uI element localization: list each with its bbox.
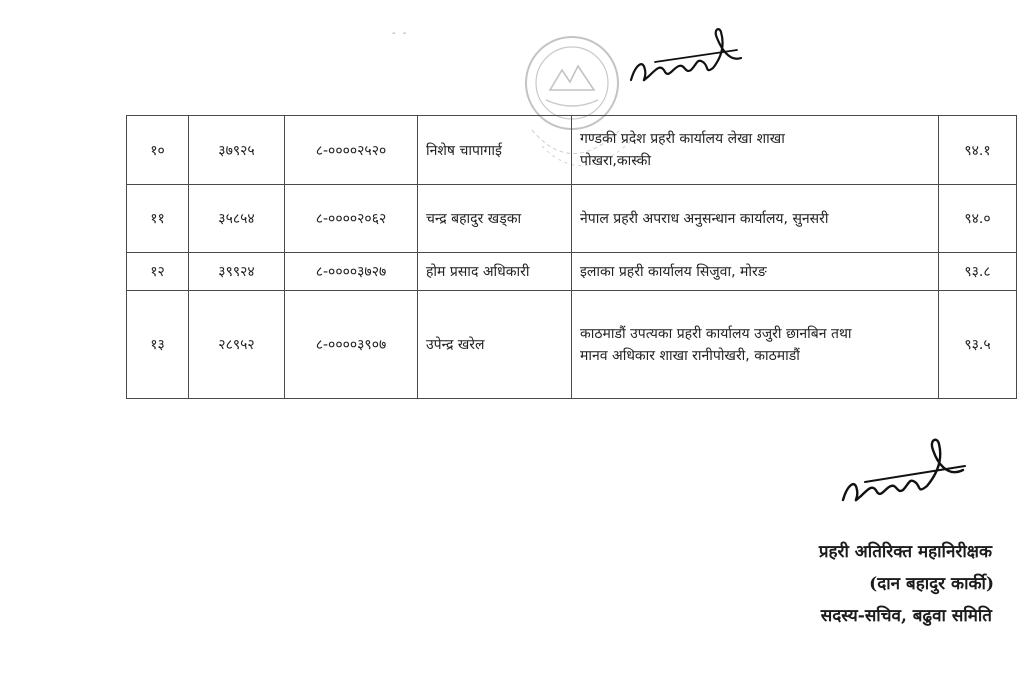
signatory-designation: प्रहरी अतिरिक्त महानिरीक्षक: [818, 542, 992, 562]
symbol-number-cell: २८९५२: [189, 291, 285, 399]
name-cell: निशेष चापागाई: [418, 116, 572, 185]
office-line-2: पोखरा,कास्की: [580, 153, 652, 169]
header-dots: - -: [392, 28, 409, 39]
office-line-1: नेपाल प्रहरी अपराध अनुसन्धान कार्यालय, सुनसरी: [580, 210, 829, 227]
serial-number-cell: १२: [127, 253, 189, 291]
office-cell: [572, 185, 939, 253]
serial-number-cell: १०: [127, 116, 189, 185]
name-cell: उपेन्द्र खरेल: [418, 291, 572, 399]
score-cell: ९३.५: [939, 291, 1017, 399]
score-cell: ९४.०: [939, 185, 1017, 253]
code-number-cell: ८-००००३७२७: [285, 253, 418, 291]
score-cell: ९४.१: [939, 116, 1017, 185]
score-cell: ९३.८: [939, 253, 1017, 291]
name-cell: होम प्रसाद अधिकारी: [418, 253, 572, 291]
office-cell: [572, 253, 939, 291]
office-cell: [572, 116, 939, 185]
serial-number-cell: १३: [127, 291, 189, 399]
office-line-1: गण्डकी प्रदेश प्रहरी कार्यालय लेखा शाखा: [580, 131, 785, 147]
office-line-1: इलाका प्रहरी कार्यालय सिजुवा, मोरङ: [580, 263, 767, 280]
code-number-cell: ८-००००२५२०: [285, 116, 418, 185]
signatory-block: [819, 536, 992, 632]
office-cell: [572, 291, 939, 399]
table-row: [127, 116, 1017, 185]
symbol-number-cell: ३७९२५: [189, 116, 285, 185]
code-number-cell: ८-००००२०६२: [285, 185, 418, 253]
signatory-name: (दान बहादुर कार्की): [869, 574, 994, 594]
signature-top: [625, 18, 750, 93]
office-line-2: मानव अधिकार शाखा रानीपोखरी, काठमाडौं: [580, 347, 800, 364]
table-row: [127, 291, 1017, 399]
office-line-1: काठमाडौं उपत्यका प्रहरी कार्यालय उजुरी छानबिन तथा: [580, 325, 852, 342]
table-row: [127, 185, 1017, 253]
signatory-role: सदस्य-सचिव, बढुवा समिति: [820, 606, 992, 626]
symbol-number-cell: ३५८५४: [189, 185, 285, 253]
records-table: [126, 115, 1017, 399]
name-cell: चन्द्र बहादुर खड्का: [418, 185, 572, 253]
serial-number-cell: ११: [127, 185, 189, 253]
symbol-number-cell: ३९९२४: [189, 253, 285, 291]
table-row: [127, 253, 1017, 291]
code-number-cell: ८-००००३९०७: [285, 291, 418, 399]
signature-bottom: [835, 430, 980, 510]
